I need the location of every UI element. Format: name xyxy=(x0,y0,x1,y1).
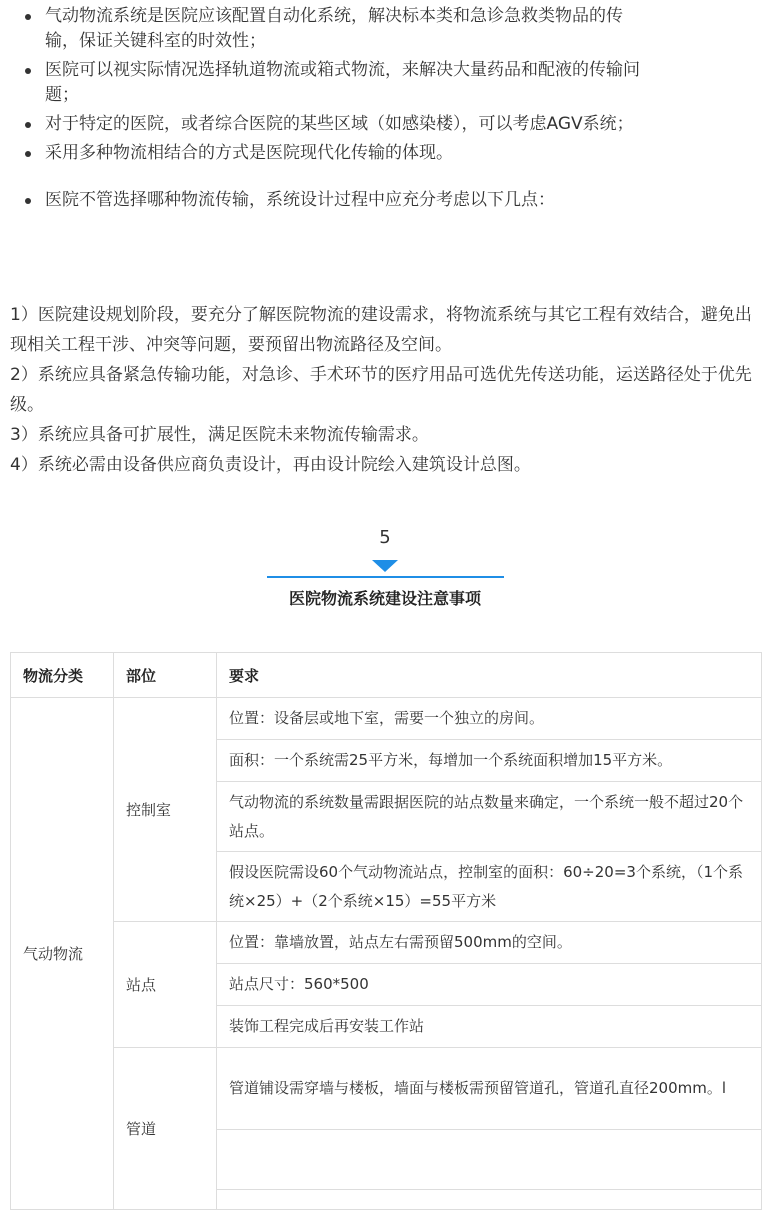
bullet-item: 医院不管选择哪种物流传输，系统设计过程中应充分考虑以下几点： xyxy=(0,188,645,213)
section-title: 医院物流系统建设注意事项 xyxy=(288,589,481,608)
bullet-item: 气动物流系统是医院应该配置自动化系统，解决标本类和急诊急救类物品的传输，保证关键科室的时效性； xyxy=(0,4,645,54)
table-header-row xyxy=(11,653,762,698)
requirement-cell: 气动物流的系统数量需跟据医院的站点数量来确定，一个系统一般不超过20个站点。 xyxy=(217,782,762,852)
requirement-cell: 位置：靠墙放置，站点左右需预留500mm的空间。 xyxy=(217,922,762,964)
requirement-cell: 管道铺设需穿墙与楼板，墙面与楼板需预留管道孔，管道孔直径200mm。l xyxy=(217,1048,762,1130)
requirement-cell: 面积：一个系统需25平方米，每增加一个系统面积增加15平方米。 xyxy=(217,740,762,782)
chevron-down-icon xyxy=(372,560,398,572)
header-category: 物流分类 xyxy=(11,653,114,698)
header-part: 部位 xyxy=(114,653,217,698)
requirement-cell: 站点尺寸：560*500 xyxy=(217,964,762,1006)
requirement-cell xyxy=(217,1130,762,1190)
design-point: 3）系统应具备可扩展性，满足医院未来物流传输需求。 xyxy=(10,425,429,445)
requirement-cell: 假设医院需设60个气动物流站点，控制室的面积：60÷20=3个系统，（1个系统×25）+（2个系统×15）=55平方米 xyxy=(217,852,762,922)
bullet-list xyxy=(0,4,770,217)
bullet-item: 采用多种物流相结合的方式是医院现代化传输的体现。 xyxy=(0,141,645,166)
design-point: 2）系统应具备紧急传输功能，对急诊、手术环节的医疗用品可选优先传送功能，运送路径处于优先级。 xyxy=(10,365,752,415)
section-divider xyxy=(267,576,504,578)
design-point: 4）系统必需由设备供应商负责设计，再由设计院绘入建筑设计总图。 xyxy=(10,455,531,475)
header-requirement: 要求 xyxy=(217,653,762,698)
part-cell: 管道 xyxy=(114,1048,217,1210)
design-points xyxy=(10,300,762,480)
design-point: 1）医院建设规划阶段，要充分了解医院物流的建设需求，将物流系统与其它工程有效结合，避免出现相关工程干涉、冲突等问题，要预留出物流路径及空间。 xyxy=(10,305,752,355)
part-cell: 站点 xyxy=(114,922,217,1048)
bullet-item: 医院可以视实际情况选择轨道物流或箱式物流，来解决大量药品和配液的传输问题； xyxy=(0,58,645,108)
bullet-item: 对于特定的医院，或者综合医院的某些区域（如感染楼），可以考虑AGV系统； xyxy=(0,112,645,137)
part-cell: 控制室 xyxy=(114,698,217,922)
table-row xyxy=(11,922,762,964)
requirement-cell: 位置：设备层或地下室，需要一个独立的房间。 xyxy=(217,698,762,740)
requirement-cell xyxy=(217,1190,762,1210)
table-row xyxy=(11,698,762,740)
requirements-table xyxy=(10,652,762,1210)
category-cell: 气动物流 xyxy=(11,698,114,1210)
table-row xyxy=(11,1048,762,1130)
section-number: 5 xyxy=(379,527,391,548)
requirement-cell: 装饰工程完成后再安装工作站 xyxy=(217,1006,762,1048)
